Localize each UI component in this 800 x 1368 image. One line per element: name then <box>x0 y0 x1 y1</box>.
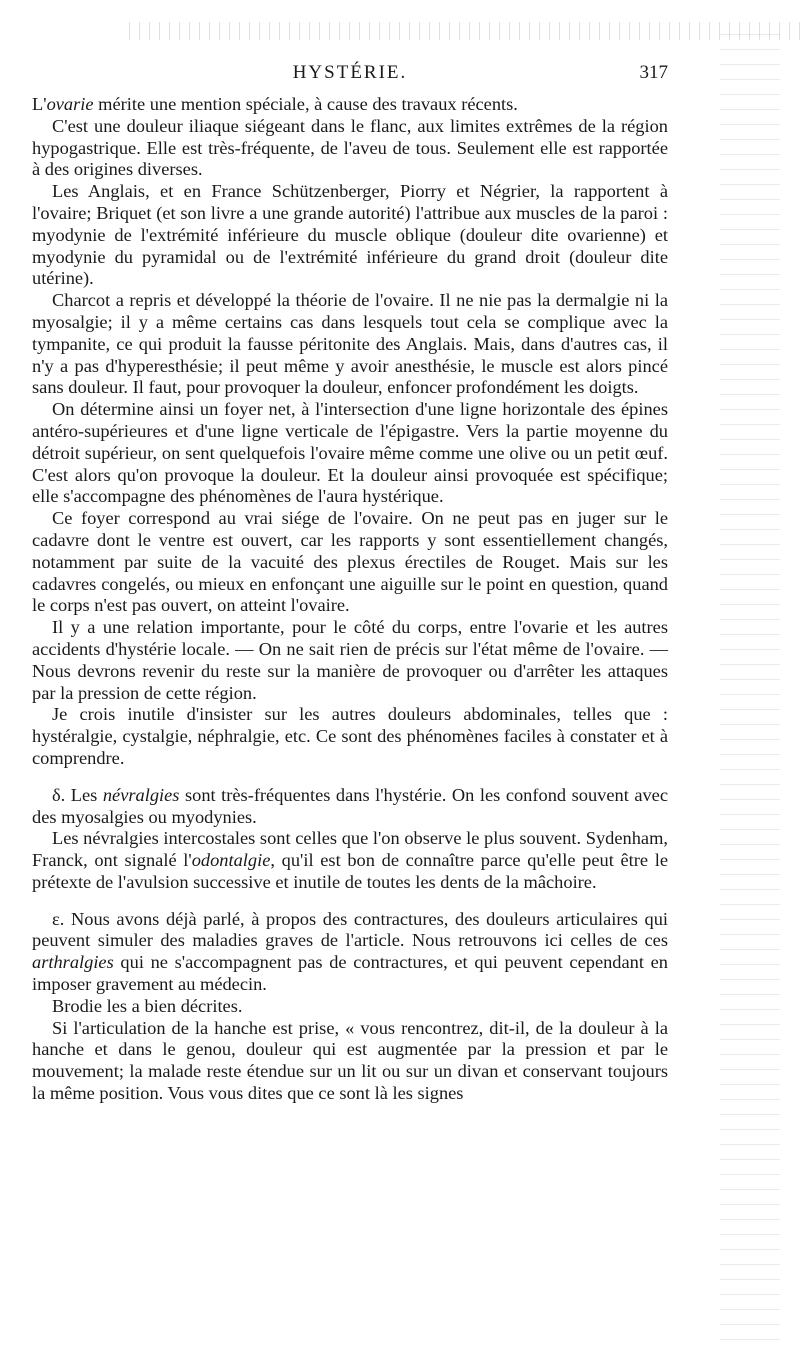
scan-noise-top <box>120 22 800 40</box>
text-run: δ. Les <box>52 784 103 805</box>
paragraph <box>32 181 668 290</box>
text-run: mérite une mention spéciale, à cause des travaux récents. <box>93 94 518 114</box>
text-run: Les Anglais, et en France Schützenberger, Piorry et Négrier, la rapportent à l'ovaire; Briquet (et son livre a une grande autorité) l'attribue aux muscles de la paroi : myodynie de l'extrémité inférieure du muscle oblique (douleur dite ovarienne) et myodynie du pyramidal ou de l'extrémité inférieure du grand droit (douleur dite utérine). <box>32 181 668 289</box>
paragraph <box>32 996 668 1018</box>
page-header <box>32 62 668 90</box>
body-text <box>32 94 668 1105</box>
text-run: Si l'articulation de la hanche est prise, « vous rencontrez, dit-il, de la douleur à la hanche et dans le genou, douleur qui est augmentée par la pression et par le mouvement; la malade reste étendue sur un lit ou sur un divan et conservant toujours la même position. Vous vous dites que ce sont là les signes <box>32 1017 668 1104</box>
text-run: Ce foyer correspond au vrai siége de l'ovaire. On ne peut pas en juger sur le cadavre dont le ventre est ouvert, car les rapports y sont essentiellement changés, notamment par suite de la vacuité des plexus érectiles de Rouget. Mais sur les cadavres congelés, ou mieux en enfonçant une aiguille sur le point en question, quand le corps n'est pas ouvert, on atteint l'ovaire. <box>32 508 668 616</box>
paragraph <box>32 399 668 508</box>
text-run: sont très-fréquentes dans l'hystérie. On les confond souvent avec des myosalgies ou myodynies. <box>32 784 668 827</box>
paragraph <box>32 828 668 893</box>
paragraph <box>32 617 668 704</box>
text-run: qui ne s'accompagnent pas de contractures, et qui peuvent cependant en imposer gravement au médecin. <box>32 952 668 995</box>
paragraph <box>32 290 668 399</box>
italic-term: névralgies <box>102 784 180 805</box>
text-run: , qu'il est bon de connaître parce qu'elle peut être le prétexte de l'avulsion successive et inutile de toutes les dents de la mâchoire. <box>32 850 668 892</box>
text-run: Brodie les a bien décrites. <box>52 995 243 1016</box>
text-run: Il y a une relation importante, pour le côté du corps, entre l'ovarie et les autres accidents d'hystérie locale. — On ne sait rien de précis sur l'état même de l'ovaire. — Nous devrons revenir du reste sur la manière de provoquer ou d'arrêter les attaques par la pression de cette région. <box>32 617 668 703</box>
italic-term: arthralgies <box>32 952 114 973</box>
paragraph <box>32 785 668 829</box>
page-number: 317 <box>639 62 668 83</box>
text-run: Les névralgies intercostales sont celles que l'on observe le plus souvent. Sydenham, Franck, ont signalé l' <box>32 828 668 871</box>
section-gap <box>32 770 668 785</box>
text-run: ε. Nous avons déjà parlé, à propos des contractures, des douleurs articulaires qui peuvent simuler des maladies graves de l'article. Nous retrouvons ici celles de ces <box>32 908 668 951</box>
italic-term: odontalgie <box>191 850 271 871</box>
paragraph <box>32 909 668 996</box>
text-run: C'est une douleur iliaque siégeant dans le flanc, aux limites extrêmes de la région hypogastrique. Elle est très-fréquente, de l'aveu de tous. Seulement elle est rapportée à des origines diverses. <box>32 115 668 180</box>
text-run: Charcot a repris et développé la théorie de l'ovaire. Il ne nie pas la dermalgie ni la myosalgie; il y a même certains cas dans lesquels tout cela se complique avec la tympanite, ce qui produit la fausse péritonite des Anglais. Mais, dans d'autres cas, il n'y a pas d'hyperesthésie; il peut même y avoir anesthésie, le muscle est alors pincé sans douleur. Il faut, pour provoquer la douleur, enfoncer profondément les doigts. <box>32 290 668 398</box>
paragraph <box>32 116 668 181</box>
paragraph <box>32 704 668 769</box>
italic-term: ovarie <box>46 94 94 114</box>
text-run: Je crois inutile d'insister sur les autres douleurs abdominales, telles que : hystéralgie, cystalgie, néphralgie, etc. Ce sont des phénomènes faciles à constater et à comprendre. <box>32 704 668 768</box>
paragraph <box>32 94 668 116</box>
running-title: HYSTÉRIE. <box>292 62 408 83</box>
paragraph <box>32 508 668 617</box>
text-run: On détermine ainsi un foyer net, à l'intersection d'une ligne horizontale des épines antéro-supérieures et d'une ligne verticale de l'épigastre. Vers la partie moyenne du détroit supérieur, on sent quelquefois l'ovaire même comme une olive ou un petit œuf. C'est alors qu'on provoque la douleur. Et la douleur ainsi provoquée est spécifique; elle s'accompagne des phénomènes de l'aura hystérique. <box>32 399 668 507</box>
text-run: L' <box>32 94 47 114</box>
scan-noise-edge <box>720 20 780 1340</box>
section-gap <box>32 894 668 909</box>
paragraph <box>32 1018 668 1105</box>
